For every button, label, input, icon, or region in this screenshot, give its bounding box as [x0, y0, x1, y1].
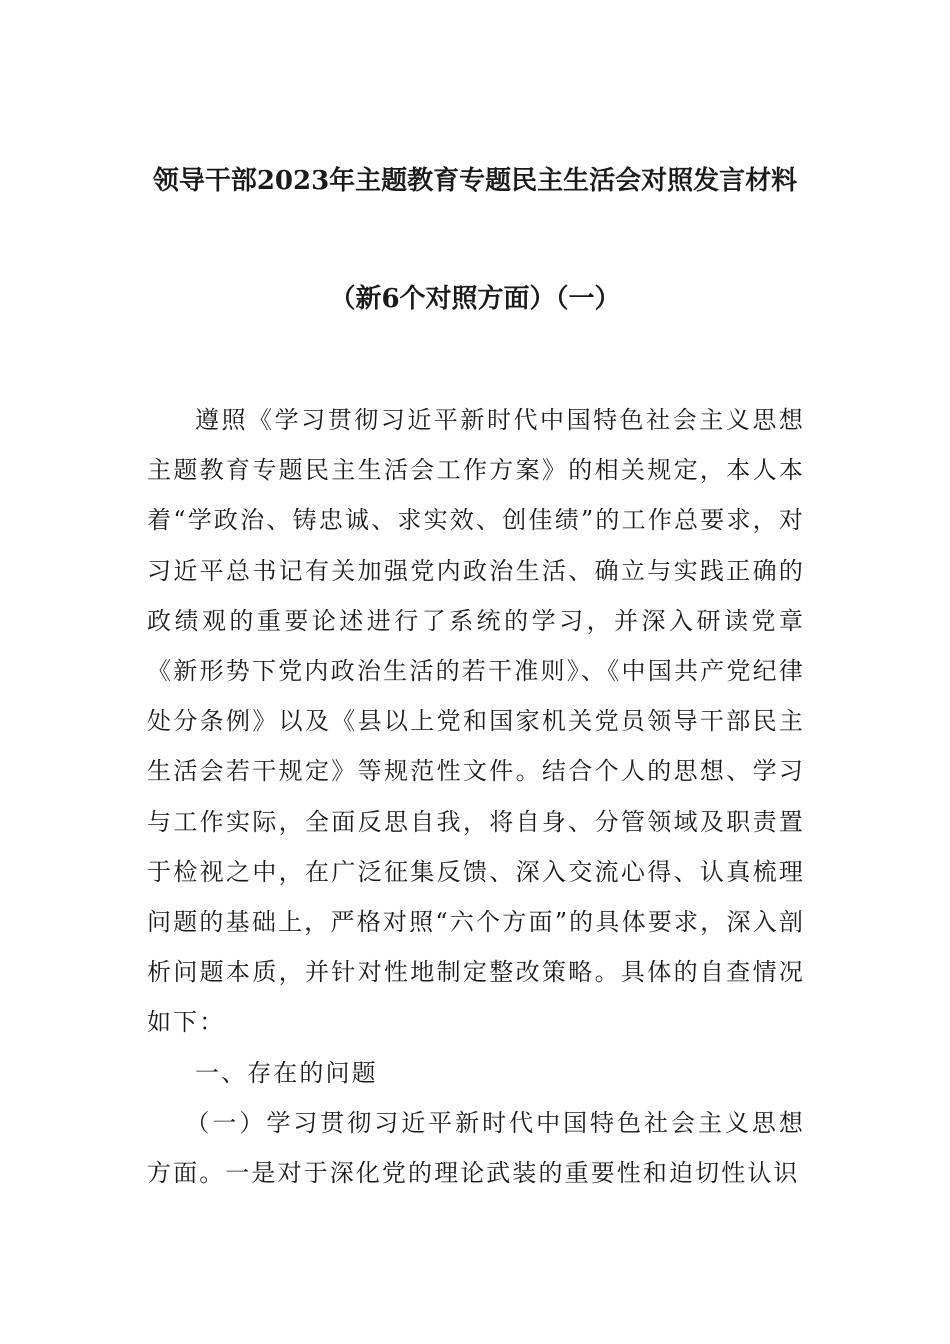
intro-paragraph: 遵照《学习贯彻习近平新时代中国特色社会主义思想主题教育专题民主生活会工作方案》的相关规定，本人本着“学政治、铸忠诚、求实效、创佳绩”的工作总要求，对习近平总书记有关加强党内政治生活、确立与实践正确的政绩观的重要论述进行了系统的学习，并深入研读党章《新形势下党内政治生活的若干准则》、《中国共产党纪律处分条例》以及《县以上党和国家机关党员领导干部民主生活会若干规定》等规范性文件。结合个人的思想、学习与工作实际，全面反思自我，将自身、分管领域及职责置于检视之中，在广泛征集反馈、深入交流心得、认真梳理问题的基础上，严格对照“六个方面”的具体要求，深入剖析问题本质，并针对性地制定整改策略。具体的自查情况如下：	[147, 406, 805, 1037]
document-body	[147, 395, 805, 1198]
document-subtitle: （新6个对照方面）（一）	[329, 284, 621, 314]
section-heading: 一、存在的问题	[195, 1058, 378, 1087]
sub-section-paragraph: （一）学习贯彻习近平新时代中国特色社会主义思想方面。一是对于深化党的理论武装的重要性和迫切性认识	[147, 1108, 805, 1188]
document-title: 领导干部2023年主题教育专题民主生活会对照发言材料	[152, 166, 798, 196]
